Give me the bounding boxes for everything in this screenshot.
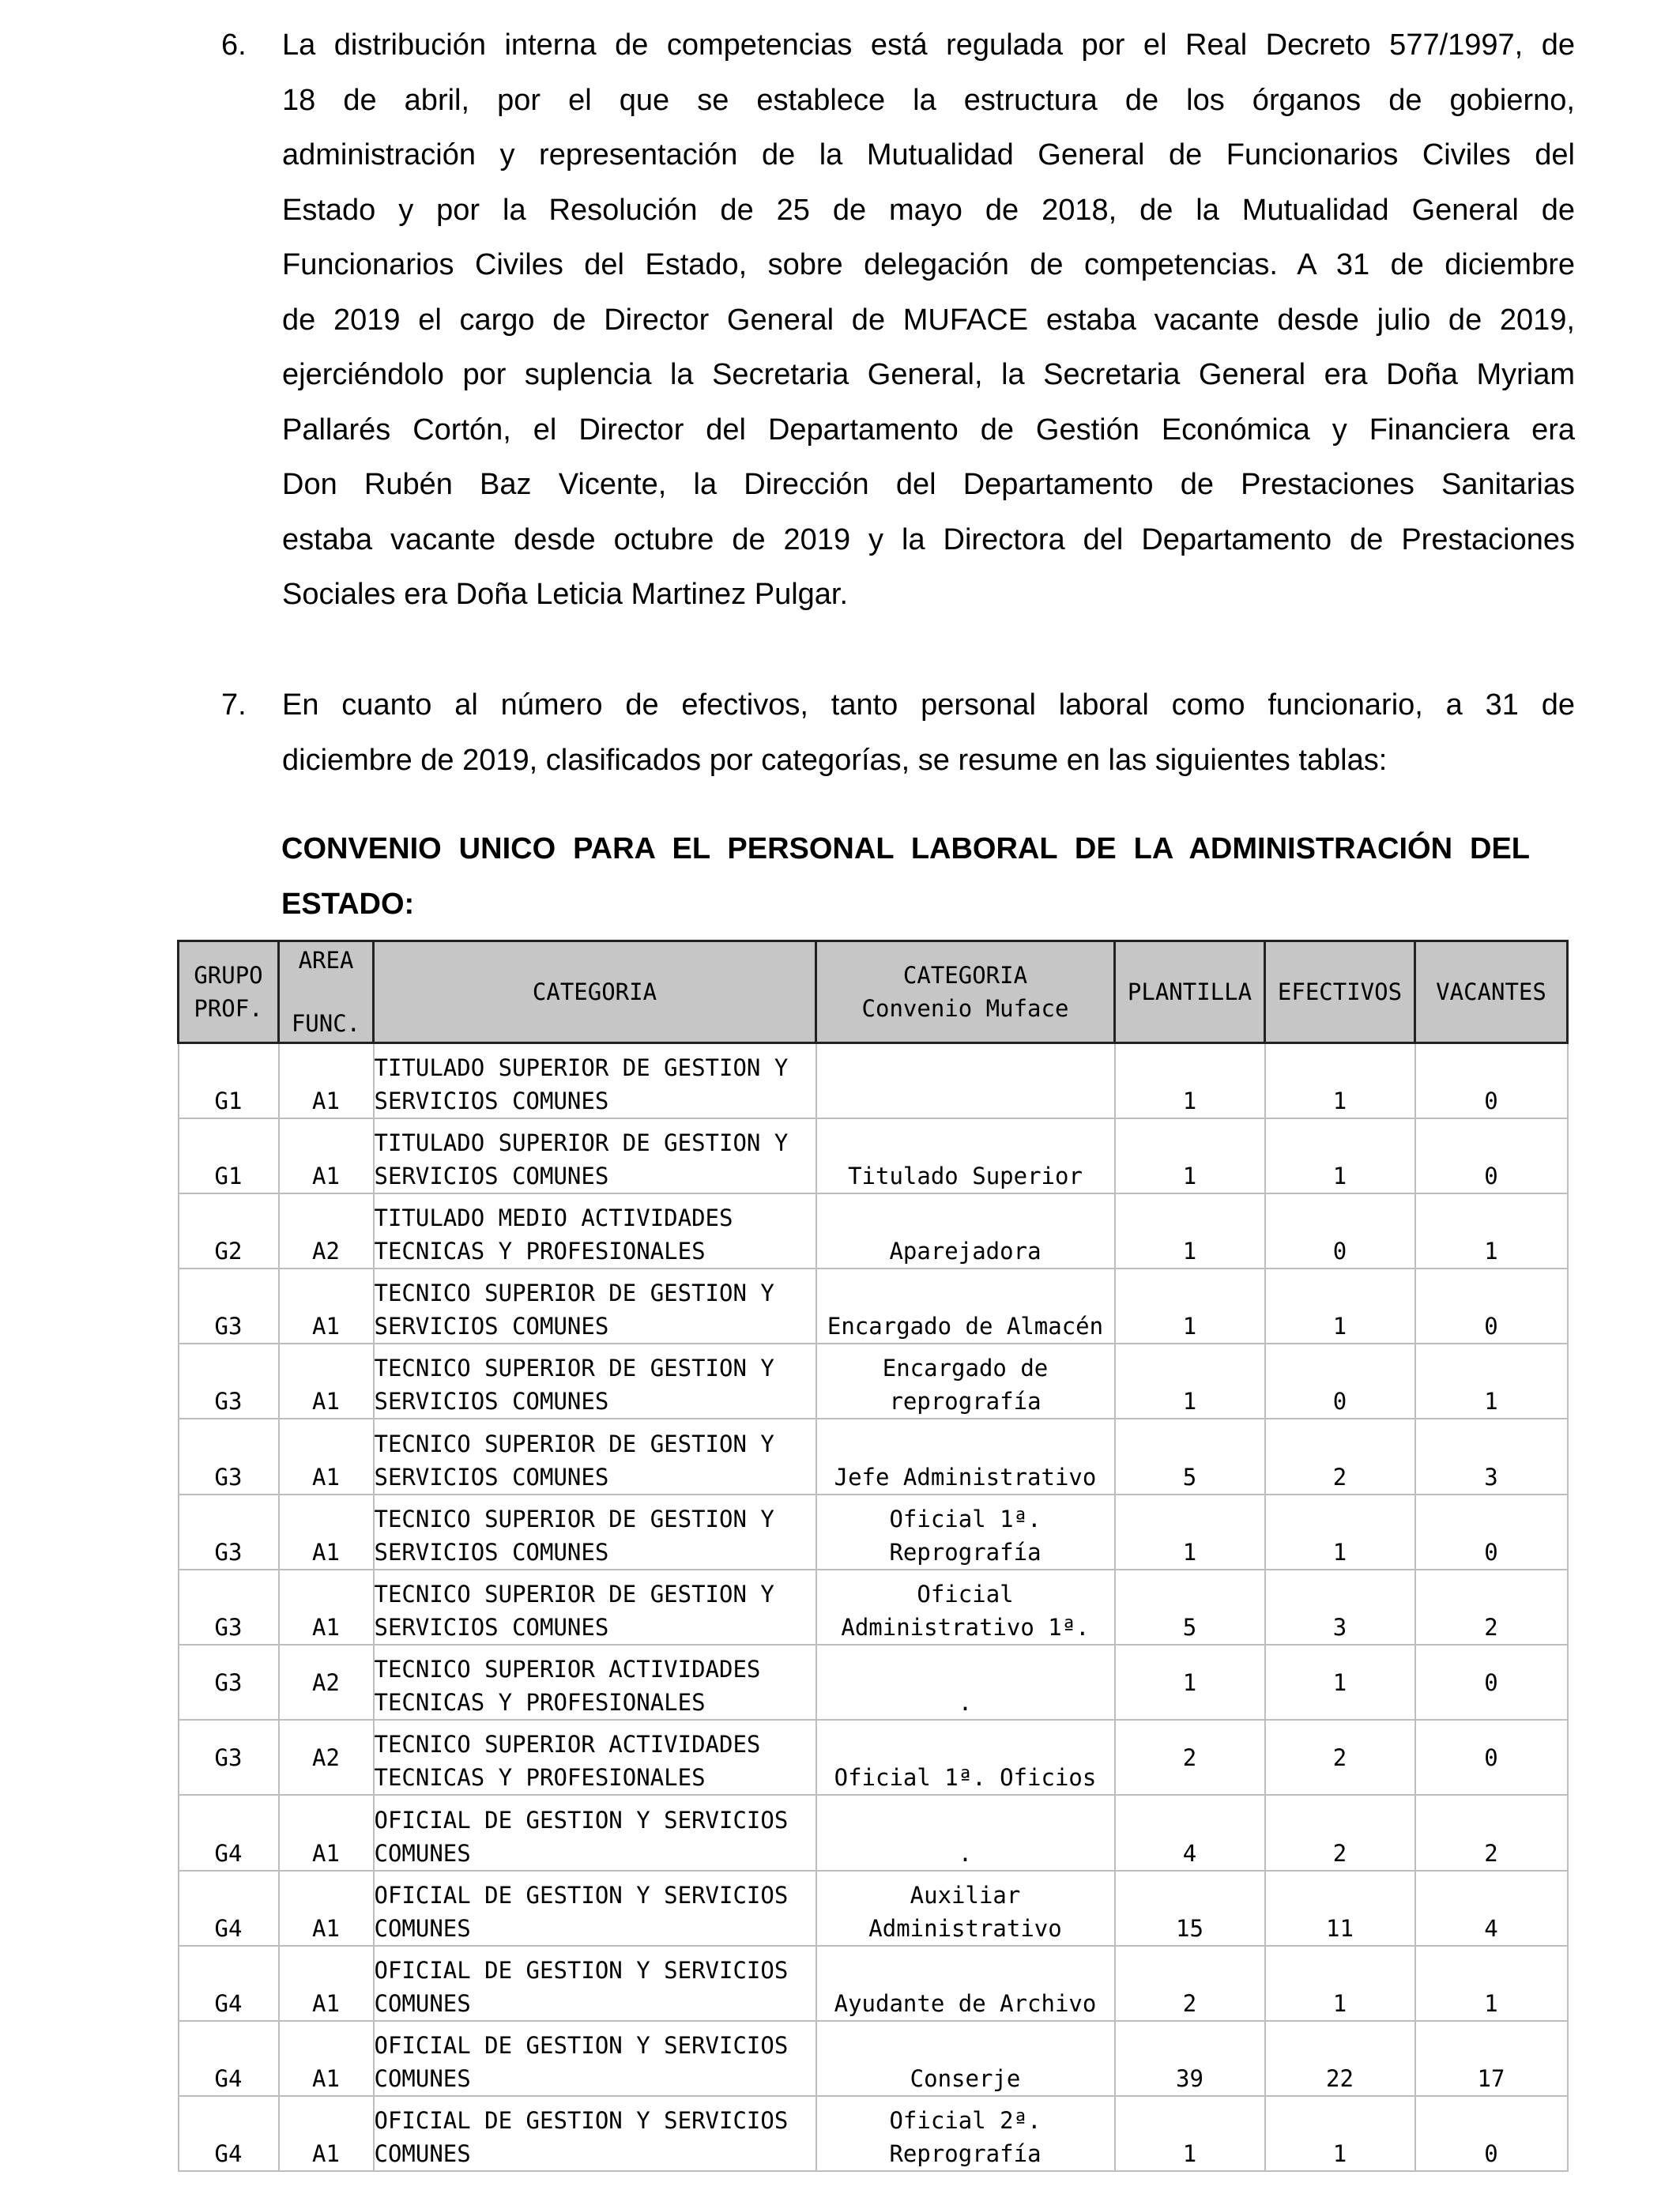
convenio-line: Ayudante de Archivo (834, 1989, 1097, 2017)
header-efectivos: EFECTIVOS (1265, 941, 1415, 1043)
cell-plantilla: 1 (1115, 1269, 1265, 1344)
categoria-line: SERVICIOS COMUNES (374, 1087, 609, 1114)
header-area: AREA FUNC. (279, 941, 374, 1043)
cell-grupo: G4 (179, 2096, 279, 2171)
cell-grupo: G3 (179, 1344, 279, 1419)
categoria-line: OFICIAL DE GESTION Y SERVICIOS (374, 2032, 789, 2060)
cell-convenio (816, 2096, 1115, 2171)
cell-vacantes: 1 (1415, 1193, 1568, 1269)
cell-efectivos: 1 (1265, 1269, 1415, 1344)
cell-grupo: G4 (179, 1795, 279, 1870)
cell-grupo: G1 (179, 1043, 279, 1118)
cell-grupo: G2 (179, 1193, 279, 1269)
table-row (179, 1344, 1568, 1419)
categoria-line: COMUNES (374, 2140, 471, 2168)
cell-vacantes: 0 (1415, 2096, 1568, 2171)
categoria-line: TECNICAS Y PROFESIONALES (374, 1689, 706, 1717)
categoria-line: SERVICIOS COMUNES (374, 1313, 609, 1340)
categoria-line: COMUNES (374, 1839, 471, 1867)
cell-categoria (374, 1871, 816, 1946)
cell-categoria (374, 1495, 816, 1570)
header-grupo: GRUPO PROF. (179, 941, 279, 1043)
table-row (179, 1720, 1568, 1795)
convenio-line: Reprografía (889, 2140, 1042, 2168)
convenio-line: . (958, 1689, 973, 1717)
text-line: La distribución interna de competencias está regulada por el Real Decreto 577/1997, de (282, 28, 1575, 62)
header-categoria: CATEGORIA (374, 941, 816, 1043)
cell-efectivos: 11 (1265, 1871, 1415, 1946)
cell-plantilla: 1 (1115, 1118, 1265, 1193)
text-line: 18 de abril, por el que se establece la estructura de los órganos de gobierno, (282, 83, 1575, 117)
cell-plantilla: 1 (1115, 1645, 1265, 1720)
cell-plantilla: 5 (1115, 1570, 1265, 1645)
cell-plantilla: 2 (1115, 1720, 1265, 1795)
paragraph-number: 7. (221, 688, 247, 722)
cell-convenio (816, 1269, 1115, 1344)
cell-area: A1 (279, 1043, 374, 1118)
table-row (179, 1946, 1568, 2021)
cell-area: A1 (279, 1269, 374, 1344)
cell-efectivos: 1 (1265, 1495, 1415, 1570)
cell-efectivos: 2 (1265, 1419, 1415, 1494)
cell-efectivos: 2 (1265, 1795, 1415, 1870)
categoria-line: OFICIAL DE GESTION Y SERVICIOS (374, 1956, 789, 1984)
cell-categoria (374, 1344, 816, 1419)
cell-convenio (816, 2021, 1115, 2096)
cell-categoria (374, 1043, 816, 1118)
cell-area: A1 (279, 1344, 374, 1419)
cell-convenio (816, 1043, 1115, 1118)
cell-categoria (374, 1946, 816, 2021)
cell-convenio (816, 1871, 1115, 1946)
categoria-line: OFICIAL DE GESTION Y SERVICIOS (374, 1881, 789, 1909)
cell-plantilla: 1 (1115, 1193, 1265, 1269)
cell-area: A2 (279, 1645, 374, 1720)
categoria-line: TITULADO SUPERIOR DE GESTION Y (374, 1054, 789, 1081)
cell-vacantes: 0 (1415, 1645, 1568, 1720)
cell-convenio (816, 1570, 1115, 1645)
cell-efectivos: 1 (1265, 1645, 1415, 1720)
cell-grupo: G3 (179, 1645, 279, 1720)
cell-vacantes: 0 (1415, 1720, 1568, 1795)
cell-convenio (816, 1118, 1115, 1193)
cell-convenio (816, 1645, 1115, 1720)
categoria-line: OFICIAL DE GESTION Y SERVICIOS (374, 1806, 789, 1834)
cell-categoria (374, 1570, 816, 1645)
table-row (179, 1419, 1568, 1494)
cell-vacantes: 2 (1415, 1795, 1568, 1870)
cell-area: A1 (279, 2096, 374, 2171)
text-line: Estado y por la Resolución de 25 de mayo de 2018, de la Mutualidad General de (282, 193, 1575, 227)
cell-efectivos: 1 (1265, 1043, 1415, 1118)
table-row (179, 1043, 1568, 1118)
cell-categoria (374, 1419, 816, 1494)
cell-plantilla: 1 (1115, 2096, 1265, 2171)
cell-efectivos: 1 (1265, 2096, 1415, 2171)
cell-categoria (374, 1795, 816, 1870)
text-line: Funcionarios Civiles del Estado, sobre delegación de competencias. A 31 de diciembre (282, 248, 1575, 281)
table-row (179, 1570, 1568, 1645)
cell-efectivos: 0 (1265, 1193, 1415, 1269)
categoria-line: TECNICO SUPERIOR ACTIVIDADES (374, 1731, 761, 1759)
cell-plantilla: 1 (1115, 1344, 1265, 1419)
convenio-line: Aparejadora (889, 1238, 1042, 1265)
cell-efectivos: 0 (1265, 1344, 1415, 1419)
cell-vacantes: 0 (1415, 1269, 1568, 1344)
convenio-line: Jefe Administrativo (834, 1463, 1097, 1491)
cell-area: A1 (279, 1118, 374, 1193)
categoria-line: COMUNES (374, 1989, 471, 2017)
header-vacantes: VACANTES (1415, 941, 1568, 1043)
cell-plantilla: 5 (1115, 1419, 1265, 1494)
convenio-line: Reprografía (889, 1538, 1042, 1566)
convenio-line: Titulado Superior (848, 1162, 1083, 1189)
categoria-line: SERVICIOS COMUNES (374, 1614, 609, 1641)
convenio-line: Oficial 1ª. Oficios (834, 1764, 1097, 1792)
text-line: Sociales era Doña Leticia Martinez Pulgar. (282, 578, 849, 611)
cell-vacantes: 17 (1415, 2021, 1568, 2096)
cell-categoria (374, 1720, 816, 1795)
categoria-line: TITULADO MEDIO ACTIVIDADES (374, 1204, 733, 1232)
cell-area: A1 (279, 1871, 374, 1946)
cell-categoria (374, 2096, 816, 2171)
cell-area: A1 (279, 1946, 374, 2021)
cell-grupo: G3 (179, 1570, 279, 1645)
convenio-line: Auxiliar (910, 1881, 1021, 1909)
cell-convenio (816, 1344, 1115, 1419)
header-plantilla: PLANTILLA (1115, 941, 1265, 1043)
categoria-line: TECNICO SUPERIOR DE GESTION Y (374, 1430, 774, 1457)
cell-vacantes: 1 (1415, 1946, 1568, 2021)
convenio-line: Encargado de (882, 1355, 1049, 1382)
categoria-line: COMUNES (374, 1914, 471, 1942)
categoria-line: TITULADO SUPERIOR DE GESTION Y (374, 1129, 789, 1156)
convenio-line: reprografía (889, 1388, 1042, 1416)
table-body (179, 1043, 1568, 2172)
text-line: estaba vacante desde octubre de 2019 y la Directora del Departamento de Prestaciones (282, 522, 1575, 556)
table-row (179, 1795, 1568, 1870)
cell-area: A2 (279, 1193, 374, 1269)
table-row (179, 1193, 1568, 1269)
cell-categoria (374, 1193, 816, 1269)
cell-plantilla: 4 (1115, 1795, 1265, 1870)
cell-grupo: G4 (179, 1871, 279, 1946)
cell-vacantes: 4 (1415, 1871, 1568, 1946)
categoria-line: TECNICO SUPERIOR DE GESTION Y (374, 1581, 774, 1608)
cell-grupo: G3 (179, 1720, 279, 1795)
text-line: ejerciéndolo por suplencia la Secretaria General, la Secretaria General era Doña Myriam (282, 358, 1575, 391)
cell-area: A1 (279, 1419, 374, 1494)
heading-line: ESTADO: (281, 887, 415, 921)
cell-vacantes: 1 (1415, 1344, 1568, 1419)
cell-vacantes: 3 (1415, 1419, 1568, 1494)
convenio-line: Oficial 1ª. (889, 1505, 1042, 1532)
cell-plantilla: 1 (1115, 1495, 1265, 1570)
paragraph-text (282, 678, 1575, 788)
convenio-line: Encargado de Almacén (827, 1313, 1104, 1340)
cell-area: A1 (279, 1570, 374, 1645)
cell-efectivos: 22 (1265, 2021, 1415, 2096)
cell-grupo: G4 (179, 2021, 279, 2096)
table-row (179, 1269, 1568, 1344)
cell-grupo: G1 (179, 1118, 279, 1193)
cell-area: A1 (279, 1795, 374, 1870)
cell-area: A2 (279, 1720, 374, 1795)
section-heading (281, 822, 1530, 932)
categoria-line: SERVICIOS COMUNES (374, 1538, 609, 1566)
cell-vacantes: 0 (1415, 1495, 1568, 1570)
cell-area: A1 (279, 1495, 374, 1570)
table-header-row (179, 941, 1568, 1043)
table-row (179, 2021, 1568, 2096)
cell-categoria (374, 1269, 816, 1344)
cell-vacantes: 2 (1415, 1570, 1568, 1645)
cell-area: A1 (279, 2021, 374, 2096)
paragraph-number: 6. (221, 28, 247, 62)
text-line: Don Rubén Baz Vicente, la Dirección del Departamento de Prestaciones Sanitarias (282, 468, 1575, 501)
cell-efectivos: 3 (1265, 1570, 1415, 1645)
categoria-line: SERVICIOS COMUNES (374, 1162, 609, 1189)
cell-convenio (816, 1795, 1115, 1870)
table-row (179, 1645, 1568, 1720)
cell-categoria (374, 1118, 816, 1193)
text-line: En cuanto al número de efectivos, tanto personal laboral como funcionario, a 31 de (282, 688, 1575, 722)
heading-line: CONVENIO UNICO PARA EL PERSONAL LABORAL DE LA ADMINISTRACIÓN DEL (281, 832, 1530, 865)
convenio-line: Administrativo 1ª. (841, 1614, 1090, 1641)
paragraph-text (282, 18, 1575, 623)
categoria-line: TECNICAS Y PROFESIONALES (374, 1238, 706, 1265)
text-line: administración y representación de la Mutualidad General de Funcionarios Civiles del (282, 138, 1575, 172)
cell-plantilla: 2 (1115, 1946, 1265, 2021)
categoria-line: TECNICO SUPERIOR ACTIVIDADES (374, 1656, 761, 1683)
cell-convenio (816, 1946, 1115, 2021)
convenio-line: . (958, 1839, 973, 1867)
table-row (179, 1118, 1568, 1193)
cell-categoria (374, 2021, 816, 2096)
cell-vacantes: 0 (1415, 1118, 1568, 1193)
convenio-line: Oficial (917, 1581, 1014, 1608)
categoria-line: TECNICO SUPERIOR DE GESTION Y (374, 1280, 774, 1307)
cell-plantilla: 39 (1115, 2021, 1265, 2096)
cell-categoria (374, 1645, 816, 1720)
table-row (179, 1495, 1568, 1570)
cell-efectivos: 1 (1265, 1118, 1415, 1193)
categoria-line: SERVICIOS COMUNES (374, 1463, 609, 1491)
convenio-line: Conserje (910, 2065, 1021, 2093)
cell-grupo: G3 (179, 1419, 279, 1494)
text-line: diciembre de 2019, clasificados por categorías, se resume en las siguientes tablas: (282, 743, 1388, 777)
cell-grupo: G4 (179, 1946, 279, 2021)
categoria-line: TECNICO SUPERIOR DE GESTION Y (374, 1355, 774, 1382)
cell-convenio (816, 1419, 1115, 1494)
cell-plantilla: 1 (1115, 1043, 1265, 1118)
table-row (179, 2096, 1568, 2171)
categoria-line: SERVICIOS COMUNES (374, 1388, 609, 1416)
categoria-line: OFICIAL DE GESTION Y SERVICIOS (374, 2107, 789, 2135)
table-row (179, 1871, 1568, 1946)
cell-vacantes: 0 (1415, 1043, 1568, 1118)
cell-grupo: G3 (179, 1269, 279, 1344)
cell-plantilla: 15 (1115, 1871, 1265, 1946)
categoria-line: TECNICO SUPERIOR DE GESTION Y (374, 1505, 774, 1532)
categoria-line: COMUNES (374, 2065, 471, 2093)
header-convenio: CATEGORIA Convenio Muface (816, 941, 1115, 1043)
cell-efectivos: 2 (1265, 1720, 1415, 1795)
cell-convenio (816, 1495, 1115, 1570)
text-line: de 2019 el cargo de Director General de MUFACE estaba vacante desde julio de 2019, (282, 303, 1575, 337)
text-line: Pallarés Cortón, el Director del Departamento de Gestión Económica y Financiera era (282, 413, 1575, 447)
categoria-line: TECNICAS Y PROFESIONALES (374, 1764, 706, 1792)
convenio-line: Oficial 2ª. (889, 2107, 1042, 2135)
cell-convenio (816, 1720, 1115, 1795)
personnel-table (177, 940, 1569, 2172)
cell-efectivos: 1 (1265, 1946, 1415, 2021)
cell-convenio (816, 1193, 1115, 1269)
convenio-line: Administrativo (868, 1914, 1062, 1942)
cell-grupo: G3 (179, 1495, 279, 1570)
